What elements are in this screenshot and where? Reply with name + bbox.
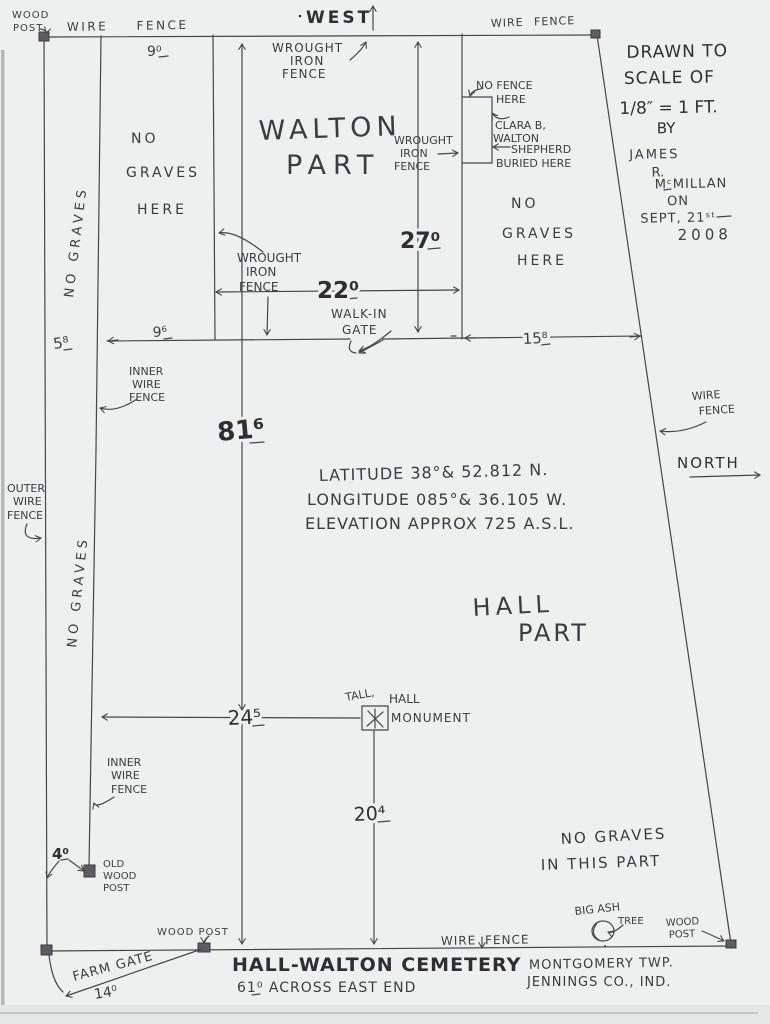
scan-edge-left: [1, 50, 5, 1010]
wrought-iron-mid-2: IRON: [400, 147, 428, 160]
old-wood-post-2: WOOD: [103, 871, 137, 882]
corner-post-se: [726, 940, 736, 948]
inner-wire-upper-1: INNER: [129, 365, 164, 378]
no-graves-w-1: NO: [131, 131, 159, 147]
scale-note-4: BY: [656, 119, 676, 138]
walk-in-gate-swing: [359, 340, 383, 353]
old-wood-post-1: OLD: [103, 859, 125, 870]
inner-wire-lower-1: INNER: [107, 756, 142, 769]
wrought-iron-mid-3: FENCE: [394, 160, 431, 173]
wood-post-south: [198, 943, 210, 952]
scan-edge-bottom-line: [0, 1012, 758, 1014]
no-graves-e-2: GRAVES: [502, 226, 576, 242]
farm-gate-arc: [49, 955, 63, 992]
arrow-wrought-mid: [438, 153, 458, 154]
wire-fence-s-label: WIRE FENCE: [440, 932, 530, 948]
no-graves-se-1: NO GRAVES: [560, 824, 667, 848]
measure-north-width: 9⁰: [147, 44, 162, 60]
wire-fence-e-2: FENCE: [698, 402, 736, 418]
tick-21st: [717, 216, 731, 217]
scale-note-6: R.: [651, 165, 665, 181]
walton-enclosure: [107, 34, 641, 341]
walk-in-gate-label-2: GATE: [342, 323, 378, 337]
scale-note-9: SEPT, 21ˢᵗ: [640, 210, 717, 227]
scale-note-8: ON: [666, 193, 690, 210]
clara-label-2: WALTON: [493, 132, 540, 145]
walton-part-label-2: PART: [286, 150, 381, 181]
monument-label-3: MONUMENT: [391, 711, 471, 725]
no-graves-strip-1-label: NO GRAVES: [62, 185, 91, 299]
corner-post-ne: [591, 30, 600, 38]
location-line-1: MONTGOMERY TWP.: [528, 955, 674, 973]
inner-wire-fence-line: [89, 36, 101, 866]
wood-post-nw-label-1: WOOD: [12, 10, 50, 21]
hall-part-label-2: PART: [518, 619, 589, 647]
arrow-4ft-left: [47, 861, 59, 878]
no-graves-e-3: HERE: [517, 253, 567, 269]
wood-post-se-2: POST: [668, 928, 696, 941]
geo-latitude: LATITUDE 38°& 52.812 N.: [318, 459, 549, 485]
walton-west-fence: [213, 35, 215, 339]
north-arrow: [690, 475, 760, 477]
monument-mark: [367, 709, 383, 728]
monument-label-2: HALL: [389, 692, 420, 706]
scale-note-block: [618, 41, 732, 245]
arrow-no-fence-2: [492, 113, 509, 119]
west-dot: [299, 15, 302, 18]
inner-wire-lower-2: WIRE: [111, 769, 140, 782]
no-fence-here-2: HERE: [496, 93, 526, 106]
measure-post-gap: 4⁰: [52, 845, 70, 863]
farm-gate-label: FARM GATE: [71, 948, 155, 985]
compass-west-label: WEST: [306, 8, 373, 28]
arrow-wood-post-se: [702, 931, 724, 941]
tree-dot: [604, 945, 606, 947]
scan-edge-bottom: [0, 1005, 770, 1024]
monument-label-1: TALL,: [344, 686, 376, 704]
outer-wire-fence-1: OUTER: [7, 482, 46, 495]
walk-in-gate-arc: [349, 341, 356, 353]
scale-note-10: 2008: [677, 225, 732, 245]
no-fence-here-1: NO FENCE: [476, 79, 533, 92]
arrow-outer-wire: [25, 524, 41, 538]
clara-label-3: SHEPHERD: [511, 143, 572, 156]
wood-post-se-1: WOOD: [665, 916, 700, 929]
no-graves-w-2: GRAVES: [126, 165, 200, 181]
arrow-wrought-sw-left: [219, 233, 263, 252]
wrought-iron-sw-1: WROUGHT: [237, 251, 302, 265]
measure-monument-to-south: 20⁴: [353, 802, 387, 826]
wood-post-nw-label-2: POST: [13, 23, 44, 34]
measure-walton-depth: 27⁰: [400, 229, 441, 254]
wrought-iron-mid-1: WROUGHT: [394, 134, 453, 147]
walton-part-label-1: WALTON: [258, 111, 403, 147]
scale-note-2: SCALE OF: [623, 67, 716, 89]
clara-label-1: CLARA B,: [495, 119, 546, 132]
compass-north-label: NORTH: [677, 454, 740, 472]
outer-wire-fence-2: WIRE: [13, 495, 42, 508]
wire-fence-ne-label: WIRE FENCE: [490, 14, 576, 30]
scale-note-7: MᶜMILLAN: [654, 176, 728, 193]
map-subtitle: 61⁰ ACROSS EAST END: [237, 980, 417, 996]
scale-note-3: 1/8″ = 1 FT.: [619, 97, 718, 120]
map-title: HALL-WALTON CEMETERY: [232, 954, 522, 976]
no-graves-e-1: NO: [511, 196, 539, 212]
scale-note-5: JAMES: [629, 147, 680, 163]
no-graves-w-3: HERE: [137, 202, 187, 218]
measure-walton-width: 22⁰: [317, 278, 360, 304]
wrought-iron-top-1: WROUGHT: [272, 41, 344, 55]
measure-walton-to-east: 15⁸: [522, 328, 549, 348]
measure-monument-to-west: 24⁵: [227, 704, 262, 730]
arrow-wire-east: [660, 422, 706, 432]
boundary-north-fence: [44, 35, 597, 37]
wood-post-s-label: WOOD POST: [157, 927, 229, 938]
no-graves-strip-2-label: NO GRAVES: [65, 535, 92, 649]
arrow-wrought-sw-down: [267, 297, 268, 335]
clara-grave-box: [462, 97, 492, 163]
walk-in-gate-label-1: WALK-IN: [331, 307, 388, 321]
geo-longitude: LONGITUDE 085°& 36.105 W.: [307, 490, 568, 509]
big-ash-label-1: BIG ASH: [573, 900, 621, 918]
wire-fence-e-1: WIRE: [691, 388, 721, 403]
inner-wire-lower-3: FENCE: [111, 783, 148, 796]
geo-elevation: ELEVATION APPROX 725 A.S.L.: [305, 514, 575, 533]
scale-note-1: DRAWN TO: [626, 41, 729, 63]
inner-wire-upper-2: WIRE: [132, 378, 161, 391]
measure-farm-gate: 14⁰: [92, 983, 119, 1003]
clara-label-4: BURIED HERE: [496, 157, 572, 170]
wrought-iron-sw-2: IRON: [246, 265, 277, 279]
wrought-iron-top-2: IRON: [290, 54, 325, 68]
location-line-2: JENNINGS CO., IND.: [527, 975, 672, 990]
arrow-wrought-top: [350, 42, 366, 60]
wrought-iron-sw-3: FENCE: [239, 280, 279, 294]
arrow-4ft-right: [69, 860, 84, 871]
wrought-iron-top-3: FENCE: [282, 67, 327, 81]
measure-west-length: 81⁶: [215, 413, 267, 448]
hall-part-label-1: HALL: [471, 589, 555, 622]
measure-inner-to-walton: 9⁶: [152, 324, 168, 341]
arrow-inner-wire-lower: [94, 797, 114, 805]
big-ash-label-2: TREE: [618, 916, 644, 927]
tree-circle: [592, 921, 614, 941]
old-wood-post-3: POST: [103, 883, 130, 894]
no-graves-se-2: IN THIS PART: [540, 851, 662, 874]
wire-fence-nw-label: WIRE FENCE: [66, 17, 189, 34]
corner-post-sw: [41, 945, 52, 955]
big-ash-tree: [592, 921, 614, 947]
measure-strip-width: 5⁸: [52, 332, 70, 353]
outer-wire-fence-3: FENCE: [7, 509, 44, 522]
old-wood-post: [84, 865, 95, 877]
inner-wire-upper-3: FENCE: [129, 391, 166, 404]
hall-monument: [362, 706, 388, 730]
